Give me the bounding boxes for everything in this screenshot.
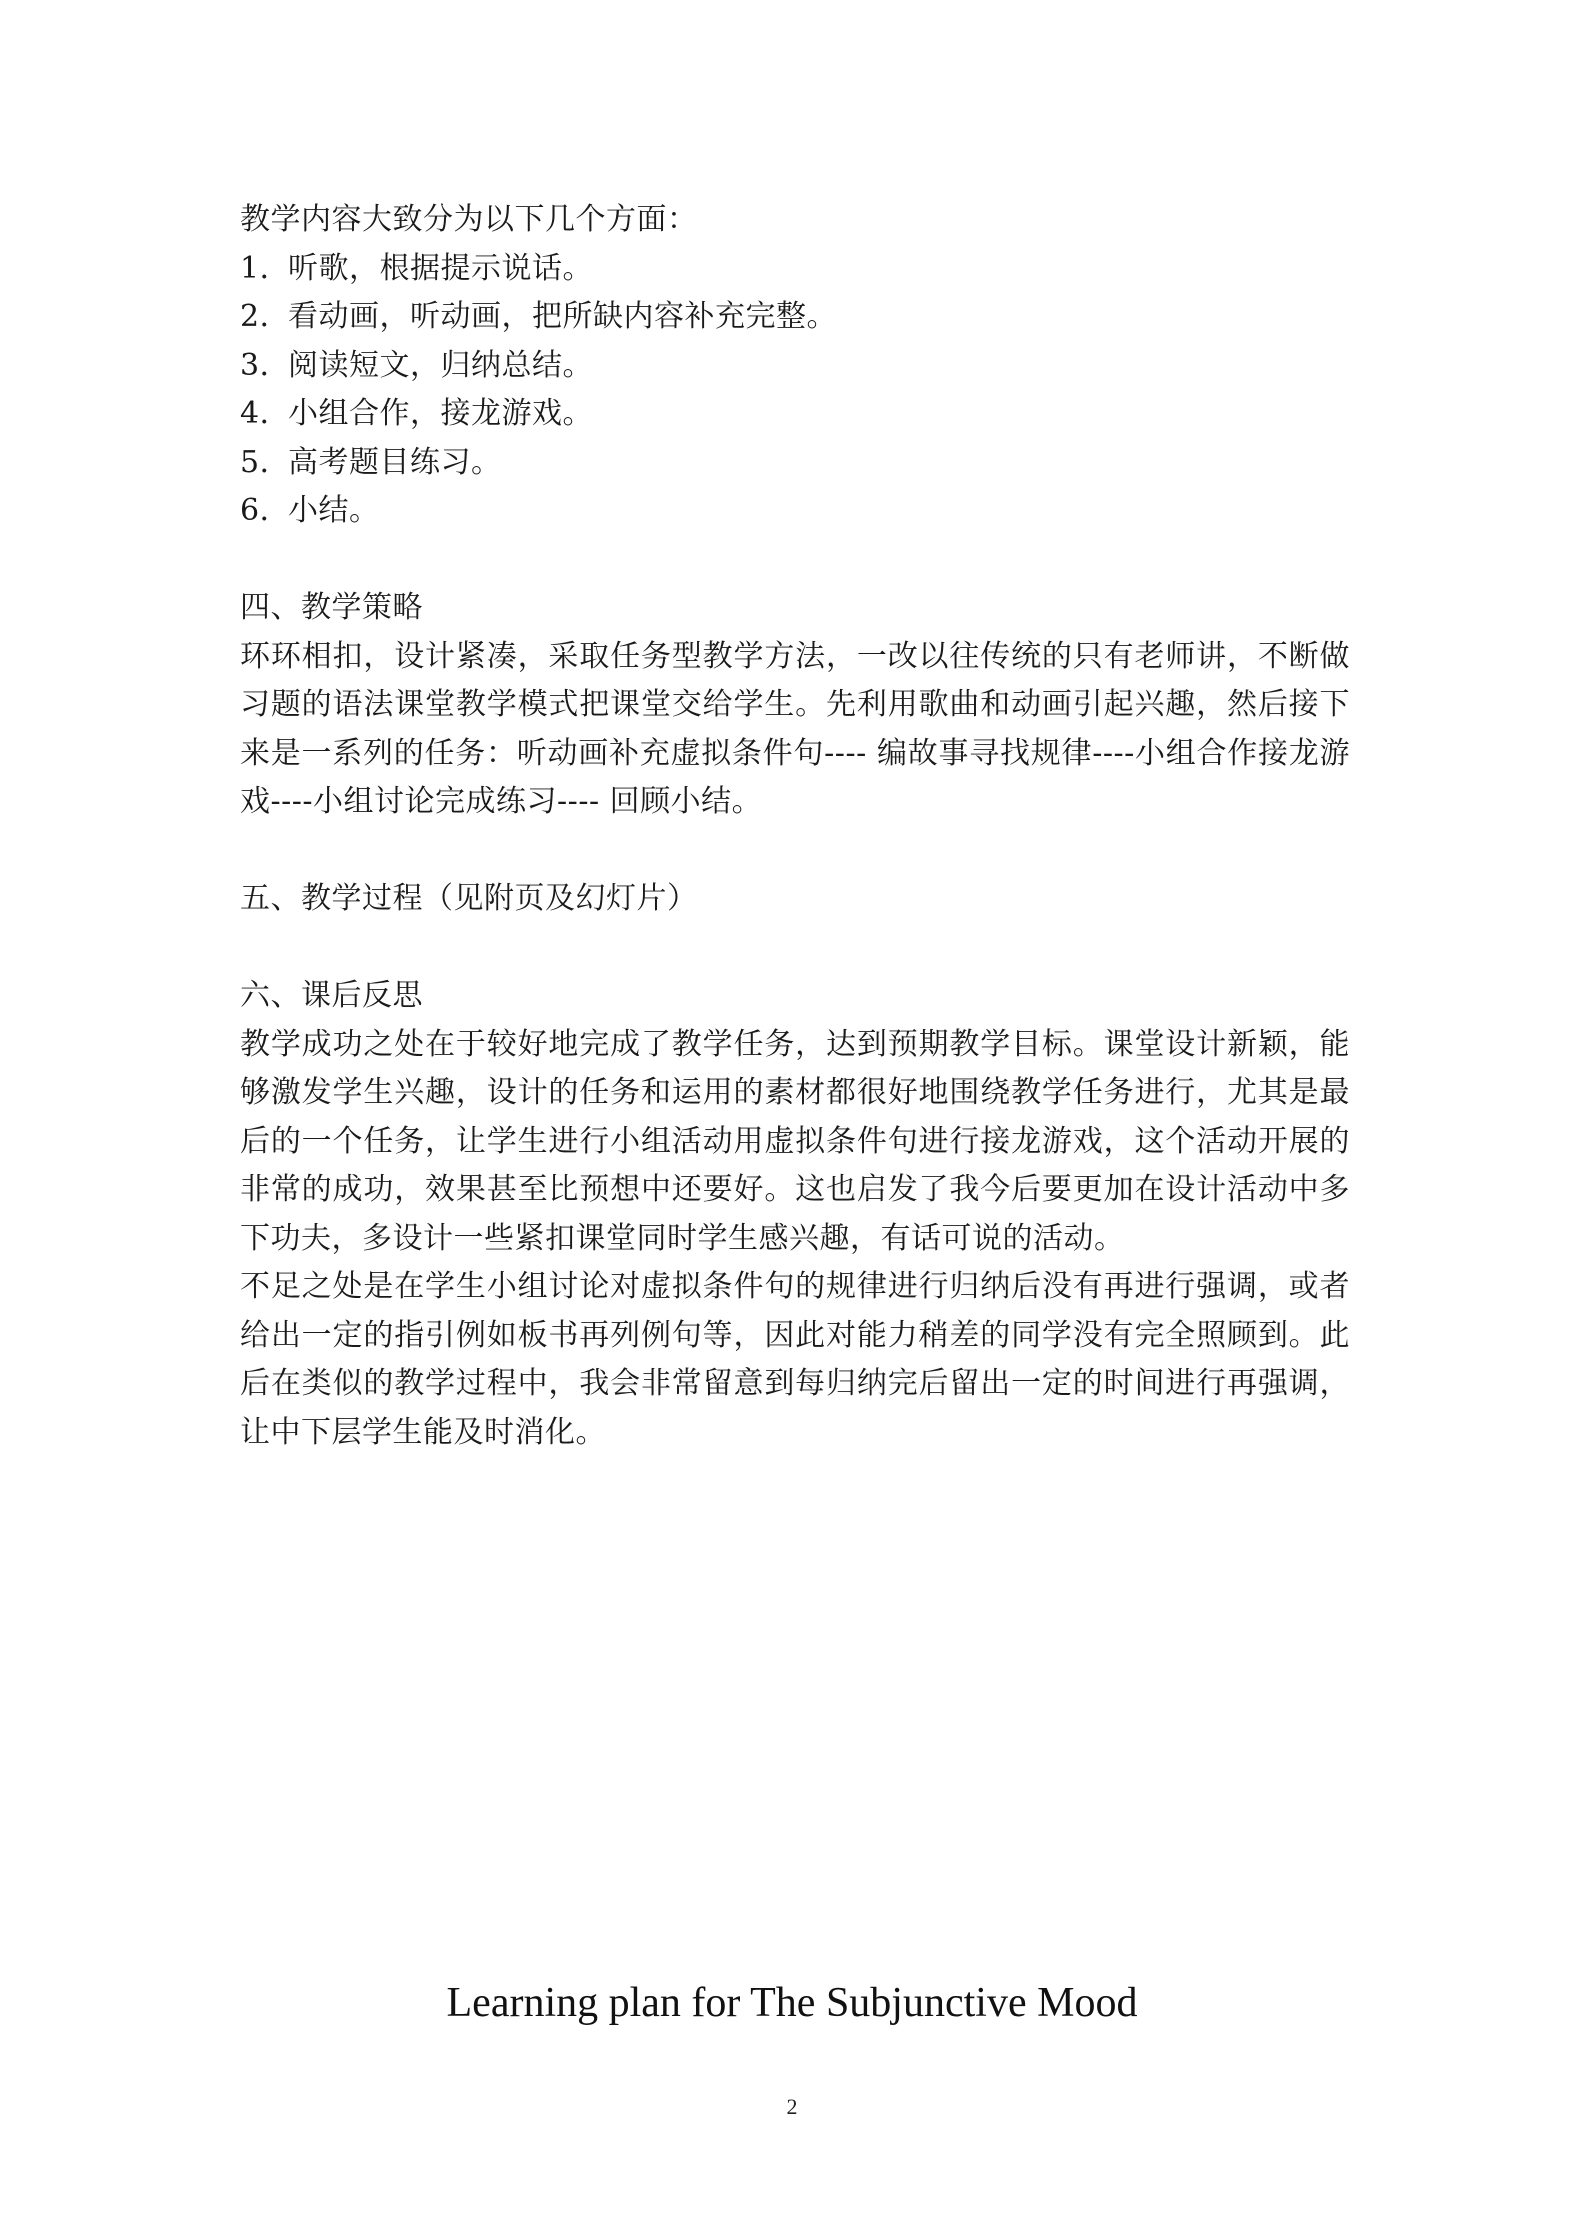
document-body [240, 196, 1350, 1457]
list-text: 小组合作，接龙游戏。 [288, 396, 593, 431]
list-number: 5． [240, 444, 291, 480]
list-number: 4． [240, 396, 291, 431]
content-item-3 [240, 342, 1350, 391]
content-item-1 [240, 245, 1350, 294]
list-number: 6． [240, 493, 291, 528]
content-item-4 [240, 390, 1350, 439]
content-item-5 [240, 439, 1350, 488]
content-intro: 教学内容大致分为以下几个方面： [240, 202, 698, 237]
section-heading-reflection: 六、课后反思 [240, 978, 423, 1013]
spacer [240, 536, 1350, 585]
list-number: 1． [240, 250, 291, 286]
learning-plan-title: Learning plan for The Subjunctive Mood [446, 1980, 1138, 2026]
content-item-6 [240, 487, 1350, 536]
content-item-2 [240, 293, 1350, 342]
list-text: 听歌，根据提示说话。 [288, 250, 593, 286]
list-text: 阅读短文，归纳总结。 [288, 347, 593, 383]
reflection-paragraph-1: 教学成功之处在于较好地完成了教学任务，达到预期教学目标。课堂设计新颖，能够激发学生兴趣，设计的任务和运用的素材都很好地围绕教学任务进行，尤其是最后的一个任务，让学生进行小组活动用虚拟条件句进行接龙游戏，这个活动开展的非常的成功，效果甚至比预想中还要好。这也启发了我今后要更加在设计活动中多下功夫，多设计一些紧扣课堂同时学生感兴趣，有话可说的活动。 [240, 1026, 1350, 1256]
section-heading-strategy: 四、教学策略 [240, 590, 423, 625]
list-text: 小结。 [288, 493, 380, 528]
list-number: 2． [240, 299, 291, 334]
reflection-paragraph-2: 不足之处是在学生小组讨论对虚拟条件句的规律进行归纳后没有再进行强调，或者给出一定的指引例如板书再列例句等，因此对能力稍差的同学没有完全照顾到。此后在类似的教学过程中，我会非常留意到每归纳完后留出一定的时间进行再强调，让中下层学生能及时消化。 [240, 1269, 1350, 1450]
list-number: 3． [240, 347, 291, 383]
spacer [240, 827, 1350, 876]
page-number: 2 [786, 2094, 798, 2119]
section-heading-process: 五、教学过程（见附页及幻灯片） [240, 881, 698, 916]
list-text: 看动画，听动画，把所缺内容补充完整。 [288, 299, 837, 334]
list-text: 高考题目练习。 [288, 444, 502, 480]
spacer [240, 924, 1350, 973]
strategy-paragraph: 环环相扣，设计紧凑，采取任务型教学方法，一改以往传统的只有老师讲，不断做习题的语法课堂教学模式把课堂交给学生。先利用歌曲和动画引起兴趣，然后接下来是一系列的任务：听动画补充虚拟条件句---- 编故事寻找规律----小组合作接龙游戏----小组讨论完成练习---- 回顾小结。 [240, 638, 1350, 819]
